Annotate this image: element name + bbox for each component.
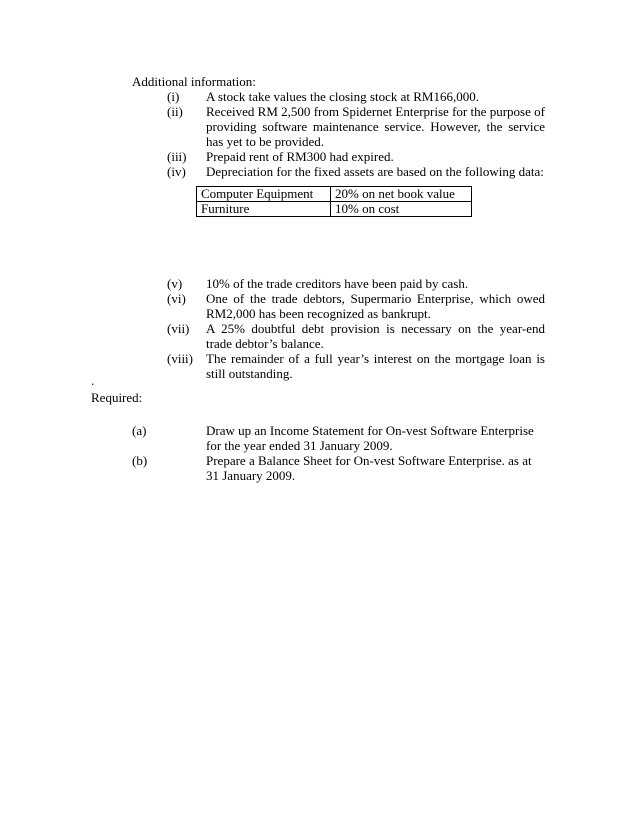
- item-number: (vii): [167, 321, 190, 336]
- item-text: The remainder of a full year’s interest on the mortgage loan is still outstanding.: [206, 351, 545, 381]
- stray-dot: .: [91, 373, 95, 388]
- item-number: (a): [132, 423, 147, 438]
- required-heading: Required:: [91, 390, 143, 405]
- item-number: (v): [167, 276, 183, 291]
- table-row: [197, 202, 472, 217]
- item-number: (vi): [167, 291, 186, 306]
- item-text: One of the trade debtors, Supermario Enterprise, which owed RM2,000 has been recognized as bankrupt.: [206, 291, 545, 321]
- list-item: [167, 149, 545, 164]
- table-row: [197, 187, 472, 202]
- list-item: [167, 164, 545, 179]
- item-number: (iii): [167, 149, 187, 164]
- required-item: [132, 423, 547, 453]
- list-item: [167, 291, 545, 321]
- item-number: (i): [167, 89, 180, 104]
- list-item: [167, 89, 545, 104]
- item-text: Received RM 2,500 from Spidernet Enterprise for the purpose of providing software maintenance service. However, the service has yet to be provided.: [206, 104, 545, 149]
- asset-cell: Furniture: [197, 202, 331, 217]
- depreciation-table: [196, 186, 472, 217]
- item-text: A 25% doubtful debt provision is necessary on the year-end trade debtor’s balance.: [206, 321, 545, 351]
- list-item: [167, 351, 545, 381]
- item-text: Prepare a Balance Sheet for On-vest Software Enterprise. as at 31 January 2009.: [206, 453, 532, 483]
- additional-information-heading: Additional information:: [132, 74, 256, 89]
- item-number: (b): [132, 453, 148, 468]
- basis-cell: 10% on cost: [331, 202, 472, 217]
- list-item: [167, 276, 545, 291]
- item-text: A stock take values the closing stock at RM166,000.: [206, 89, 479, 104]
- item-text: Prepaid rent of RM300 had expired.: [206, 149, 394, 164]
- item-text: Draw up an Income Statement for On-vest Software Enterprise for the year ended 31 January 2009.: [206, 423, 534, 453]
- item-number: (ii): [167, 104, 183, 119]
- item-text: Depreciation for the fixed assets are based on the following data:: [206, 164, 544, 179]
- required-item: [132, 453, 547, 483]
- list-item: [167, 321, 545, 351]
- list-item: [167, 104, 545, 149]
- asset-cell: Computer Equipment: [197, 187, 331, 202]
- item-number: (viii): [167, 351, 193, 366]
- item-text: 10% of the trade creditors have been paid by cash.: [206, 276, 469, 291]
- item-number: (iv): [167, 164, 186, 179]
- basis-cell: 20% on net book value: [331, 187, 472, 202]
